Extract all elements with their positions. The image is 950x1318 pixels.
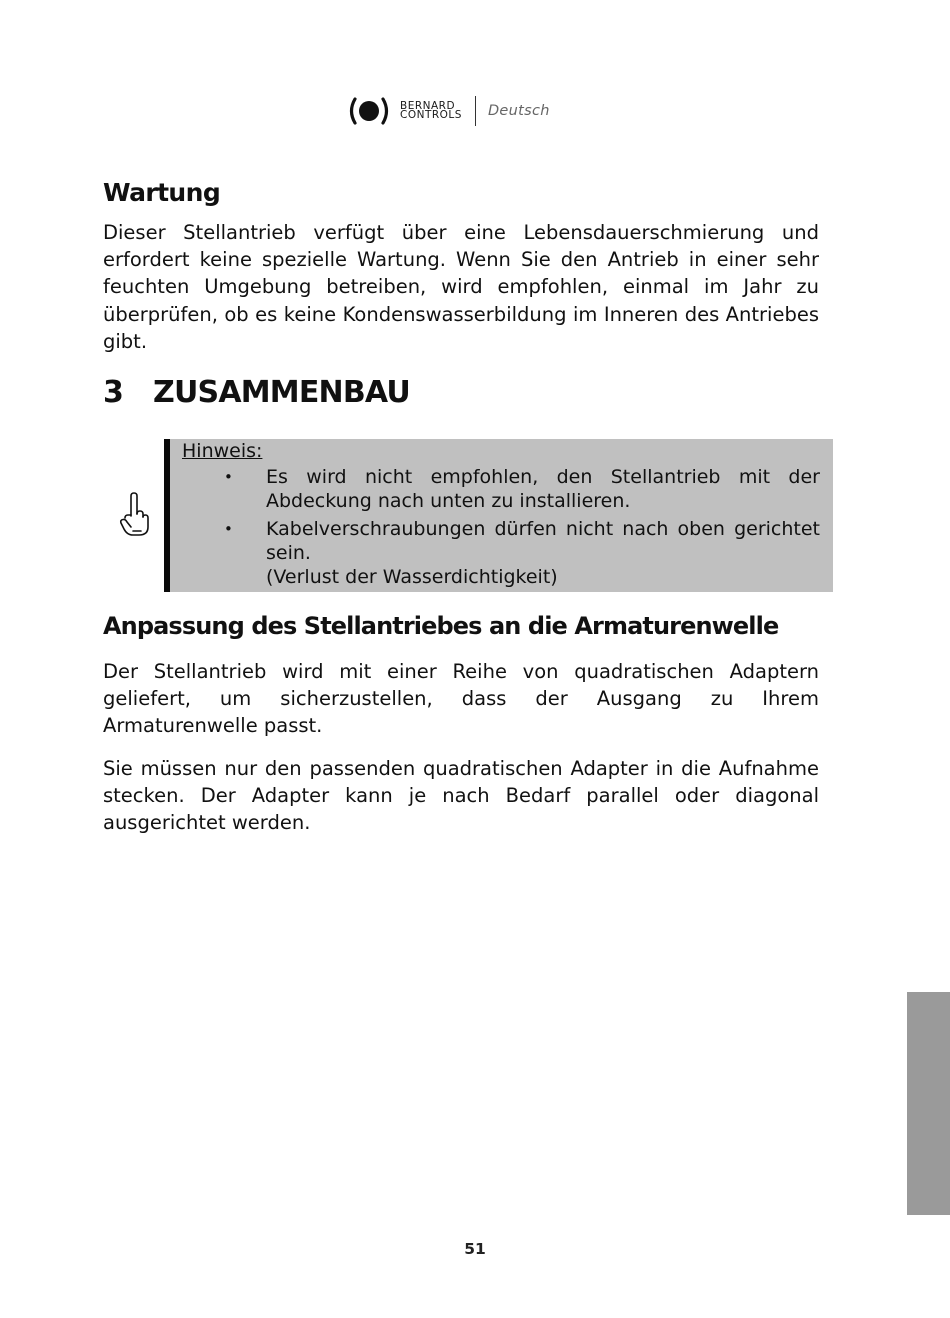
page-number: 51 bbox=[464, 1240, 486, 1258]
note-label: Hinweis: bbox=[182, 440, 263, 462]
language-label: Deutsch bbox=[487, 103, 550, 119]
page-header bbox=[346, 94, 550, 128]
wartung-heading: Wartung bbox=[103, 178, 221, 207]
chapter-heading bbox=[103, 375, 410, 410]
header-divider bbox=[475, 96, 476, 126]
brand-line-1: BERNARD bbox=[400, 99, 456, 112]
anpassung-paragraph-1: Der Stellantrieb wird mit einer Reihe von quadratischen Adaptern geliefert, um sicherzustellen, dass der Ausgang zu Ihrem Armaturenwelle passt. bbox=[103, 660, 819, 738]
note-item-1 bbox=[170, 465, 820, 513]
bullet-icon: • bbox=[224, 520, 233, 538]
note-item-extra: (Verlust der Wasserdichtigkeit) bbox=[266, 566, 558, 588]
note-item-text: Es wird nicht empfohlen, den Stellantrieb mit der Abdeckung nach unten zu installieren. bbox=[266, 466, 820, 512]
note-list bbox=[170, 465, 820, 593]
anpassung-heading: Anpassung des Stellantriebes an die Armaturenwelle bbox=[103, 612, 779, 640]
bullet-icon: • bbox=[224, 468, 233, 486]
note-item-text: Kabelverschraubungen dürfen nicht nach oben gerichtet sein. bbox=[266, 518, 820, 564]
brand-name bbox=[400, 99, 462, 121]
note-box bbox=[164, 439, 833, 592]
pointing-hand-icon bbox=[118, 490, 150, 538]
chapter-number: 3 bbox=[103, 375, 124, 410]
anpassung-paragraph-2: Sie müssen nur den passenden quadratischen Adapter in die Aufnahme stecken. Der Adapter kann je nach Bedarf parallel oder diagonal ausgerichtet werden. bbox=[103, 757, 819, 835]
section-side-tab bbox=[907, 992, 950, 1215]
bernard-logo-icon bbox=[346, 96, 392, 126]
wartung-paragraph: Dieser Stellantrieb verfügt über eine Lebensdauerschmierung und erfordert keine spezielle Wartung. Wenn Sie den Antrieb in einer sehr feuchten Umgebung betreiben, wird empfohlen, einmal im Jahr zu überprüfen, ob es keine Kondenswasserbildung im Inneren des Antriebes gibt. bbox=[103, 221, 819, 353]
brand-line-2: CONTROLS bbox=[400, 109, 462, 121]
chapter-title: ZUSAMMENBAU bbox=[153, 375, 410, 410]
note-item-2 bbox=[170, 517, 820, 589]
